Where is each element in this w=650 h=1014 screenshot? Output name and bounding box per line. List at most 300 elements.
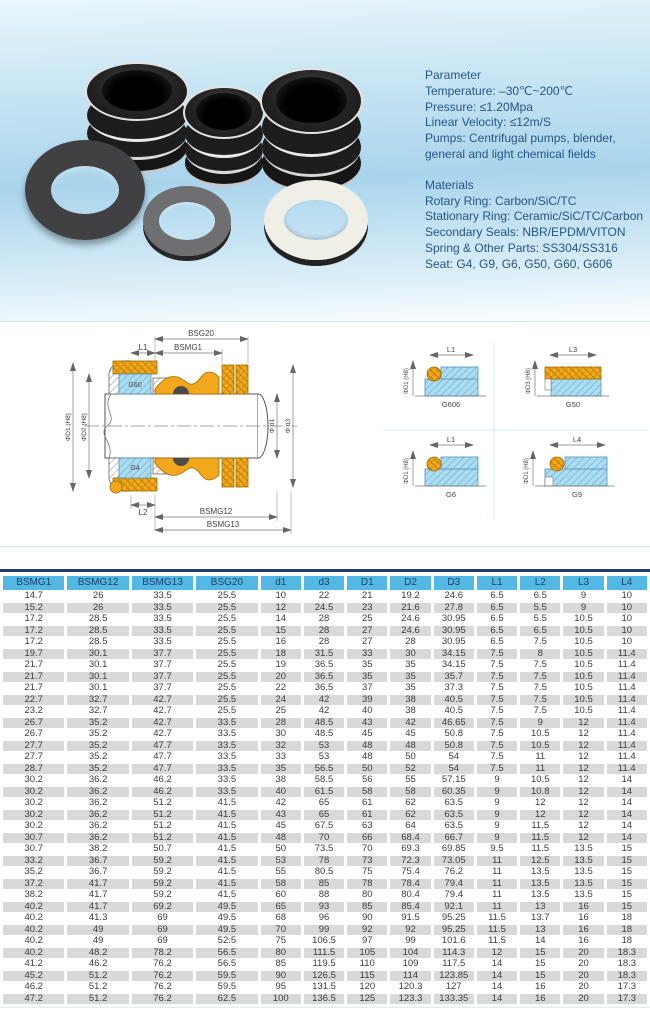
table-cell: 65 (304, 810, 344, 821)
table-cell: 7.5 (477, 660, 517, 671)
table-cell: 10 (607, 626, 647, 637)
table-cell: 30.1 (67, 683, 128, 694)
table-cell: 11.4 (607, 660, 647, 671)
column-header: BSMG13 (132, 576, 193, 590)
table-cell: 85.4 (390, 902, 430, 913)
drawing-section (0, 323, 650, 547)
table-bottom-rule (0, 1007, 650, 1008)
table-cell: 11.4 (607, 706, 647, 717)
table-cell: 105 (347, 948, 387, 959)
table-row (3, 752, 647, 763)
table-cell: 28 (261, 718, 301, 729)
table-cell: 42 (261, 798, 301, 809)
table-cell: 41.7 (67, 890, 128, 901)
table-cell: 13.5 (563, 879, 603, 890)
table-cell: 92.1 (434, 902, 474, 913)
table-cell: 20 (563, 971, 603, 982)
table-cell: 12 (520, 810, 560, 821)
table-cell: 37.2 (3, 879, 64, 890)
parameter-title: Parameter (425, 68, 482, 82)
table-cell: 35 (261, 764, 301, 775)
table-cell: 7.5 (520, 695, 560, 706)
materials-lines (425, 194, 645, 273)
table-cell: 12 (563, 764, 603, 775)
seat-diagram-g606 (404, 345, 486, 409)
table-cell: 33.5 (132, 591, 193, 602)
table-cell: 35 (390, 660, 430, 671)
table-cell: 15.2 (3, 603, 64, 614)
table-cell: 72.3 (390, 856, 430, 867)
table-cell: 25.5 (196, 660, 257, 671)
table-cell: 14 (520, 936, 560, 947)
table-cell: 53 (304, 752, 344, 763)
table-cell: 20 (563, 994, 603, 1005)
table-cell: 20 (261, 672, 301, 683)
parameter-block (425, 68, 645, 163)
table-cell: 90 (347, 913, 387, 924)
table-cell: 36.7 (67, 856, 128, 867)
table-cell: 68.4 (390, 833, 430, 844)
dimension-table (0, 575, 650, 1005)
svg-text:L4: L4 (572, 435, 582, 444)
table-cell: 80 (347, 890, 387, 901)
table-cell: 52.5 (196, 936, 257, 947)
table-cell: 26.7 (3, 718, 64, 729)
table-cell: 35 (347, 672, 387, 683)
table-cell: 11 (520, 764, 560, 775)
table-cell: 33.5 (196, 775, 257, 786)
table-cell: 88 (304, 890, 344, 901)
table-cell: 63.5 (434, 798, 474, 809)
column-header: BSG20 (196, 576, 257, 590)
table-cell: 93 (304, 902, 344, 913)
table-cell: 9 (477, 798, 517, 809)
table-row (3, 637, 647, 648)
table-cell: 16 (563, 913, 603, 924)
table-cell: 38.2 (67, 844, 128, 855)
table-cell: 50.7 (132, 844, 193, 855)
table-row (3, 660, 647, 671)
table-cell: 33 (347, 649, 387, 660)
seat-diagram-g9 (524, 435, 615, 499)
table-cell: 33.5 (132, 614, 193, 625)
table-cell: 9 (477, 821, 517, 832)
spec-line: Stationary Ring: Ceramic/SiC/TC/Carbon (425, 209, 644, 224)
table-cell: 10.5 (563, 614, 603, 625)
table-header-row (3, 576, 647, 590)
table-cell: 10 (607, 637, 647, 648)
table-cell: 85 (304, 879, 344, 890)
table-cell: 30.7 (3, 833, 64, 844)
table-cell: 73.5 (304, 844, 344, 855)
table-cell: 78 (304, 856, 344, 867)
svg-text:ΦD3 (H8): ΦD3 (H8) (526, 368, 532, 394)
table-cell: 42.7 (132, 718, 193, 729)
table-cell: 18 (261, 649, 301, 660)
table-cell: 30.95 (434, 626, 474, 637)
table-cell: 73 (347, 856, 387, 867)
table-cell: 37.7 (132, 683, 193, 694)
table-cell: 99 (304, 925, 344, 936)
table-cell: 11 (477, 867, 517, 878)
svg-text:ΦD1 (H8): ΦD1 (H8) (404, 368, 410, 394)
table-cell: 27 (347, 637, 387, 648)
table-cell: 15 (607, 867, 647, 878)
table-cell: 9 (477, 787, 517, 798)
table-cell: 26.7 (3, 729, 64, 740)
table-cell: 58.5 (304, 775, 344, 786)
table-cell: 45 (261, 821, 301, 832)
table-cell: 41.7 (67, 879, 128, 890)
table-row (3, 718, 647, 729)
table-cell: 30.1 (67, 660, 128, 671)
table-cell: 30.95 (434, 614, 474, 625)
table-cell: 46.2 (3, 982, 64, 993)
table-cell: 92 (390, 925, 430, 936)
table-cell: 46.2 (132, 787, 193, 798)
table-cell: 111.5 (304, 948, 344, 959)
table-cell: 47.7 (132, 764, 193, 775)
table-cell: 78 (347, 879, 387, 890)
table-cell: 85 (261, 959, 301, 970)
table-cell: 38.2 (3, 890, 64, 901)
spec-table-body (3, 591, 647, 1004)
table-cell: 11 (477, 890, 517, 901)
table-cell: 120.3 (390, 982, 430, 993)
table-cell: 123.85 (434, 971, 474, 982)
table-cell: 37.7 (132, 672, 193, 683)
table-cell: 33.5 (196, 718, 257, 729)
table-row (3, 821, 647, 832)
table-cell: 11 (477, 902, 517, 913)
table-cell: 59.2 (132, 879, 193, 890)
svg-text:L1: L1 (446, 435, 456, 444)
table-cell: 32 (261, 741, 301, 752)
table-cell: 18 (607, 936, 647, 947)
table-cell: 10.8 (520, 787, 560, 798)
table-cell: 56.5 (196, 959, 257, 970)
column-header: d3 (304, 576, 344, 590)
table-cell: 37.7 (132, 660, 193, 671)
table-cell: 55 (261, 867, 301, 878)
table-cell: 11.4 (607, 741, 647, 752)
svg-text:G50: G50 (565, 400, 581, 409)
table-cell: 10.5 (520, 741, 560, 752)
table-cell: 58 (261, 879, 301, 890)
table-cell: 49 (67, 936, 128, 947)
table-cell: 15 (520, 948, 560, 959)
dim-bsmg12: BSMG12 (199, 507, 233, 516)
table-cell: 49 (67, 925, 128, 936)
table-cell: 36.5 (304, 660, 344, 671)
table-cell: 9 (563, 603, 603, 614)
table-cell: 6.5 (520, 626, 560, 637)
table-cell: 7.5 (477, 718, 517, 729)
table-cell: 32.7 (67, 695, 128, 706)
table-cell: 50 (347, 764, 387, 775)
table-cell: 30.2 (3, 810, 64, 821)
seal-bore (196, 93, 252, 130)
table-cell: 7.5 (520, 706, 560, 717)
table-cell: 15 (607, 890, 647, 901)
table-cell: 43 (347, 718, 387, 729)
table-cell: 26 (67, 603, 128, 614)
table-cell: 30.2 (3, 775, 64, 786)
table-cell: 15 (607, 844, 647, 855)
table-cell: 36.2 (67, 821, 128, 832)
table-cell: 11.4 (607, 683, 647, 694)
table-cell: 76.2 (132, 982, 193, 993)
table-cell: 9 (520, 718, 560, 729)
table-cell: 51.2 (67, 994, 128, 1005)
table-cell: 33.5 (196, 787, 257, 798)
table-cell: 15 (607, 879, 647, 890)
spec-line: Spring & Other Parts: SS304/SS316 (425, 240, 618, 255)
table-row (3, 649, 647, 660)
table-cell: 50.8 (434, 729, 474, 740)
table-row (3, 890, 647, 901)
table-cell: 69.2 (132, 902, 193, 913)
table-cell: 46.2 (132, 775, 193, 786)
table-cell: 55 (390, 775, 430, 786)
table-cell: 23.2 (3, 706, 64, 717)
table-cell: 37.3 (434, 683, 474, 694)
table-cell: 7.5 (477, 764, 517, 775)
table-cell: 14 (261, 614, 301, 625)
table-row (3, 948, 647, 959)
table-cell: 117.5 (434, 959, 474, 970)
table-cell: 41.2 (3, 959, 64, 970)
table-row (3, 833, 647, 844)
table-cell: 11.4 (607, 729, 647, 740)
table-cell: 48 (390, 741, 430, 752)
table-cell: 56.5 (196, 948, 257, 959)
table-cell: 12 (563, 775, 603, 786)
table-cell: 10.5 (563, 672, 603, 683)
table-cell: 14 (607, 821, 647, 832)
table-cell: 79.4 (434, 890, 474, 901)
table-cell: 14 (607, 833, 647, 844)
table-cell: 35.7 (434, 672, 474, 683)
table-cell: 12 (477, 948, 517, 959)
mating-ring-photo (143, 186, 231, 256)
table-cell: 36.2 (67, 810, 128, 821)
table-cell: 41.7 (67, 902, 128, 913)
table-cell: 76.2 (132, 994, 193, 1005)
table-cell: 63.5 (434, 810, 474, 821)
table-cell: 33 (261, 752, 301, 763)
table-cell: 53 (304, 741, 344, 752)
table-cell: 56.5 (304, 764, 344, 775)
table-cell: 20 (563, 948, 603, 959)
svg-text:G9: G9 (571, 490, 583, 499)
table-cell: 22.7 (3, 695, 64, 706)
table-cell: 25.5 (196, 695, 257, 706)
table-row (3, 959, 647, 970)
table-cell: 18 (607, 925, 647, 936)
table-cell: 10 (607, 591, 647, 602)
table-cell: 28 (390, 637, 430, 648)
table-cell: 39 (347, 695, 387, 706)
table-cell: 7.5 (477, 729, 517, 740)
table-cell: 7.5 (477, 683, 517, 694)
table-cell: 13 (520, 902, 560, 913)
table-cell: 6.5 (477, 626, 517, 637)
table-cell: 12 (563, 798, 603, 809)
table-cell: 114.3 (434, 948, 474, 959)
table-cell: 25.5 (196, 706, 257, 717)
svg-text:L3: L3 (568, 345, 578, 354)
table-cell: 48 (347, 752, 387, 763)
table-cell: 15 (520, 959, 560, 970)
table-cell: 51.2 (67, 971, 128, 982)
table-cell: 36.2 (67, 775, 128, 786)
table-cell: 30 (261, 729, 301, 740)
table-cell: 11.4 (607, 649, 647, 660)
table-row (3, 741, 647, 752)
table-row (3, 695, 647, 706)
table-cell: 13.5 (563, 856, 603, 867)
table-row (3, 683, 647, 694)
table-row (3, 591, 647, 602)
table-cell: 48.2 (67, 948, 128, 959)
table-top-rule (0, 569, 650, 572)
table-cell: 41.5 (196, 879, 257, 890)
table-cell: 41.5 (196, 844, 257, 855)
table-cell: 85 (347, 902, 387, 913)
table-row (3, 994, 647, 1005)
column-header: D2 (390, 576, 430, 590)
table-cell: 10 (607, 614, 647, 625)
table-cell: 51.2 (132, 833, 193, 844)
table-cell: 11 (520, 752, 560, 763)
table-cell: 28.5 (67, 637, 128, 648)
table-cell: 119.5 (304, 959, 344, 970)
table-cell: 10 (607, 603, 647, 614)
table-cell: 12 (520, 798, 560, 809)
table-cell: 50.8 (434, 741, 474, 752)
dim-bsmg13: BSMG13 (206, 520, 240, 529)
table-cell: 34.15 (434, 649, 474, 660)
table-cell: 28 (304, 626, 344, 637)
table-cell: 48.5 (304, 718, 344, 729)
table-cell: 9.5 (477, 844, 517, 855)
table-cell: 9 (477, 833, 517, 844)
table-cell: 96 (304, 913, 344, 924)
table-cell: 14 (607, 798, 647, 809)
spec-line: Pressure: ≤1.20Mpa (425, 99, 533, 114)
table-cell: 10.5 (563, 706, 603, 717)
dim-l1: L1 (138, 343, 148, 352)
table-cell: 30.1 (67, 649, 128, 660)
table-row (3, 729, 647, 740)
table-cell: 33.5 (196, 752, 257, 763)
table-cell: 7.5 (520, 672, 560, 683)
table-cell: 10.5 (520, 775, 560, 786)
table-cell: 33.2 (3, 856, 64, 867)
table-cell: 25.5 (196, 672, 257, 683)
table-cell: 61 (347, 798, 387, 809)
table-cell: 70 (261, 925, 301, 936)
table-cell: 91.5 (390, 913, 430, 924)
seal-bore (276, 77, 346, 123)
table-cell: 12 (563, 718, 603, 729)
table-cell: 12 (563, 833, 603, 844)
column-header: L4 (607, 576, 647, 590)
table-cell: 75.4 (390, 867, 430, 878)
table-cell: 136.5 (304, 994, 344, 1005)
table-cell: 5.5 (520, 603, 560, 614)
table-cell: 13.5 (563, 844, 603, 855)
table-cell: 24.6 (390, 626, 430, 637)
table-cell: 27.7 (3, 741, 64, 752)
table-cell: 35.2 (67, 729, 128, 740)
table-cell: 56 (347, 775, 387, 786)
table-cell: 11.5 (520, 821, 560, 832)
table-cell: 60.35 (434, 787, 474, 798)
table-cell: 62 (390, 810, 430, 821)
table-cell: 40.2 (3, 925, 64, 936)
table-cell: 7.5 (520, 683, 560, 694)
table-cell: 14 (607, 787, 647, 798)
ceramic-ring-photo (264, 180, 368, 260)
table-cell: 37.7 (132, 649, 193, 660)
table-cell: 11.5 (520, 833, 560, 844)
table-cell: 13.5 (563, 890, 603, 901)
table-cell: 36.5 (304, 683, 344, 694)
table-cell: 17.2 (3, 614, 64, 625)
table-cell: 95 (261, 982, 301, 993)
seat-label-bottom: G4 (130, 465, 140, 472)
table-cell: 40.2 (3, 902, 64, 913)
table-cell: 22 (261, 683, 301, 694)
table-cell: 63.5 (434, 821, 474, 832)
table-cell: 95.25 (434, 925, 474, 936)
table-cell: 33.5 (196, 729, 257, 740)
dimension-table-section (0, 569, 650, 1008)
svg-text:G6: G6 (445, 490, 457, 499)
table-cell: 27.7 (3, 752, 64, 763)
table-cell: 25.5 (196, 626, 257, 637)
table-cell: 126.5 (304, 971, 344, 982)
table-cell: 52 (390, 764, 430, 775)
table-cell: 31.5 (304, 649, 344, 660)
seat-diagram-g50 (526, 345, 609, 409)
spec-line: Temperature: –30℃~200℃ (425, 83, 574, 98)
table-cell: 41.5 (196, 821, 257, 832)
table-cell: 25.5 (196, 649, 257, 660)
table-row (3, 798, 647, 809)
table-cell: 16 (261, 637, 301, 648)
table-cell: 80 (261, 948, 301, 959)
table-cell: 15 (261, 626, 301, 637)
table-cell: 78.2 (132, 948, 193, 959)
table-cell: 40 (347, 706, 387, 717)
dim-d2h8: ΦD2 (H8) (81, 413, 88, 441)
table-cell: 17.3 (607, 994, 647, 1005)
table-cell: 32.7 (67, 706, 128, 717)
table-row (3, 614, 647, 625)
column-header: BSMG1 (3, 576, 64, 590)
table-cell: 15 (520, 971, 560, 982)
table-cell: 51.2 (132, 810, 193, 821)
table-cell: 10 (261, 591, 301, 602)
table-cell: 10.5 (520, 729, 560, 740)
table-cell: 66.7 (434, 833, 474, 844)
dim-phid1: Φ d1 (269, 418, 276, 434)
table-cell: 25.5 (196, 683, 257, 694)
table-cell: 5.5 (520, 614, 560, 625)
